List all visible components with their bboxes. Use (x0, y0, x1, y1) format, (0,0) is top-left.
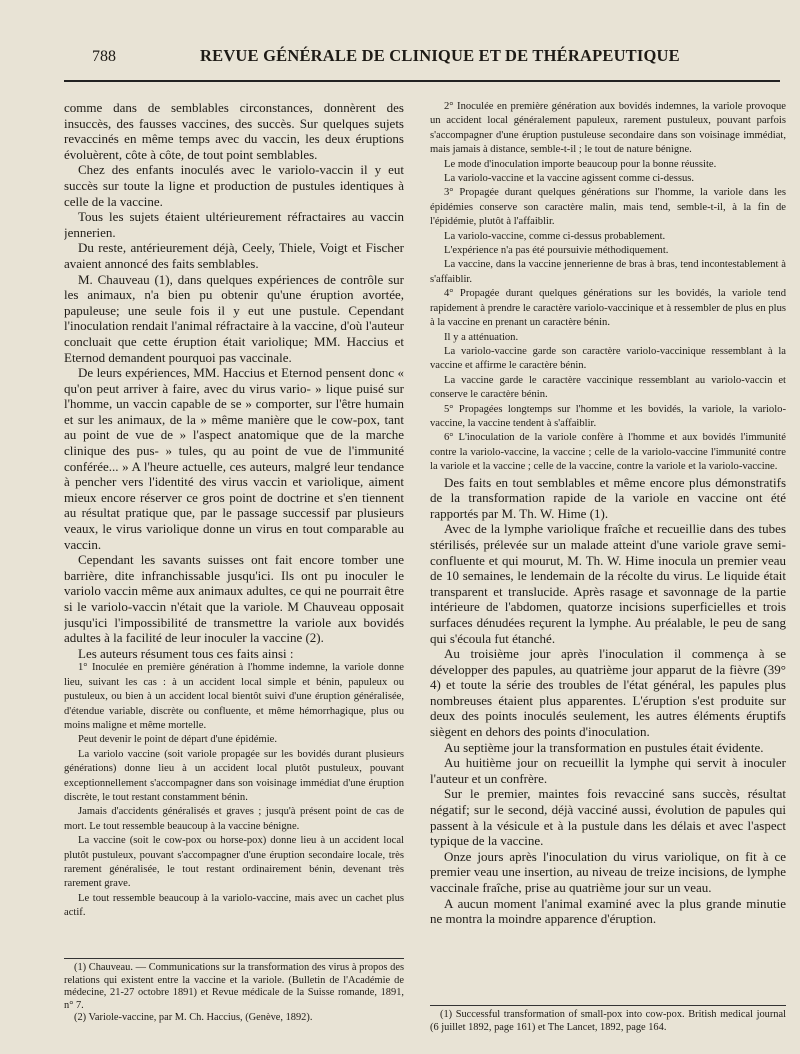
paragraph: Tous les sujets étaient ultérieurement réfractaires au vaccin jennerien. (64, 209, 404, 240)
summary-item: Il y a atténuation. (444, 331, 519, 343)
paragraph: Sur le premier, maintes fois revacciné sans succès, résultat négatif; sur le second, déjà vacciné aussi, évolution de papules qui passent à la vésicule et à la pustule dans les délais et avec l'aspect typique de la vaccine. (430, 786, 786, 849)
summary-item: Le mode d'inoculation importe beaucoup pour la bonne réussite. (444, 158, 717, 170)
summary-item: Peut devenir le point de départ d'une épidémie. (78, 734, 278, 746)
summary-item: La vaccine (soit le cow-pox ou horse-pox) donne lieu à un accident local plutôt pustuleux, pouvant s'accompagner d'une éruption secondaire locale, très rarement généralisée, le tout restant ordinairement bénin, devenant très rarement grave. (64, 835, 404, 890)
paragraph: Onze jours après l'inoculation du virus variolique, on fit à ce premier veau une insertion, au niveau de treize incisions, de lymphe vaccinale fraîche, prise au quatrième jour sur un veau. (430, 848, 786, 895)
footnote: (2) Variole-vaccine, par M. Ch. Haccius, (Genève, 1892). (74, 1012, 313, 1024)
running-header (92, 44, 782, 72)
summary-item: La vaccine, dans la vaccine jennerienne de bras à bras, tend incontestablement à s'affaiblir. (430, 259, 786, 285)
paragraph: Du reste, antérieurement déjà, Ceely, Thiele, Voigt et Fischer avaient annoncé des faits semblables. (64, 240, 404, 271)
paragraph: De leurs expériences, MM. Haccius et Eternod pensent donc « qu'on peut arriver à faire, avec du virus vario- » lique puisé sur l'homme, un vaccin capable de se » comporter, sur l'être humain et sur les animaux, de la » même manière que le cow-pox, tant au point de vue de » l'aspect anatomique que de la marche clinique des pus- » tules, qu au point de vue de l'immunité conférée... » A l'heure actuelle, ces auteurs, malgré leur tendance à pencher vers l'identité des virus vaccin et variolique, aiment mieux encore réserver ce gros point de doctrine et s'en tiennent au résultat pratique que, par le passage successif par plusieurs veaux, le virus variolique donne un virus en tout comparable au vaccin. (64, 365, 404, 552)
summary-item: 1° Inoculée en première génération à l'homme indemne, la variole donne lieu, suivant les cas : à un accident local simple et bénin, papuleux ou pustuleux, ou bien à un accident local bientôt suivi d'une éruption généralisée, d'étendue variable, discrète ou confluente, et même hémorrhagique, plus ou moins maligne et même mortelle. (64, 662, 404, 731)
paragraph: Chez des enfants inoculés avec le variolo-vaccin il y eut succès sur toute la ligne et production de pustules identiques à celle de la vaccine. (64, 162, 404, 209)
left-column (64, 100, 404, 1045)
summary-item: La variolo-vaccine garde son caractère variolo-vaccinique ressemblant à la vaccine et affirme le caractère bénin. (430, 345, 786, 372)
paragraph: comme dans de semblables circonstances, donnèrent des insuccès, des fausses vaccines, des succès. Sur quelques sujets revaccinés en même temps avec du vaccin, les deux éruptions évoluèrent, côte à côte, de tout point semblables. (64, 100, 404, 162)
summary-item: La variolo-vaccine, comme ci-dessus probablement. (444, 230, 666, 242)
summary-item: Le tout ressemble beaucoup à la variolo-vaccine, mais avec un cachet plus actif. (64, 892, 404, 919)
paragraph: Au septième jour la transformation en pustules était évidente. (444, 739, 764, 755)
summary-item: Jamais d'accidents généralisés et graves ; jusqu'à présent point de cas de mort. Le tout ressemble beaucoup à la vaccine bénigne. (64, 806, 404, 832)
footnote: (1) Successful transformation of small-pox into cow-pox. British medical journal (6 juillet 1892, page 161) et The Lancet, 1892, page 164. (430, 1009, 786, 1033)
paragraph: A aucun moment l'animal examiné avec la plus grande minutie ne montra la moindre apparence d'éruption. (430, 895, 786, 927)
running-title: REVUE GÉNÉRALE DE CLINIQUE ET DE THÉRAPEUTIQUE (200, 46, 680, 65)
paragraph: Cependant les savants suisses ont fait encore tomber une barrière, dite infranchissable jusqu'ici. Ils ont pu inoculer le variolo vaccin même aux animaux adultes, ce qui ne pourrait être si le variolo-vaccin n'était que la variole. M Chauveau opposait jusqu'ici l'impossibilité de transmettre la variole aux bovidés adultes à la facilité de leur inoculer la vaccine (2). (64, 552, 404, 646)
summary-item: La variolo-vaccine et la vaccine agissent comme ci-dessus. (444, 173, 695, 185)
paragraph: Les auteurs résument tous ces faits ainsi : (78, 645, 294, 661)
paragraph: Au huitième jour on recueillit la lymphe qui servit à inoculer l'auteur et un confrère. (430, 755, 786, 786)
paragraph: M. Chauveau (1), dans quelques expériences de contrôle sur les animaux, n'a bien pu obtenir qu'une éruption avortée, papuleuse; une seule fois il y eut une pustule. Cependant l'inoculation rendait l'animal réfractaire à la vaccine, d'où l'auteur concluait que cette éruption était variolique; MM. Haccius et Eternod demandent pourquoi pas vaccinale. (64, 271, 404, 365)
summary-item: 4° Propagée durant quelques générations sur les bovidés, la variole tend rapidement à prendre le caractère variolo-vaccinique et à ressembler de plus en plus à la vaccine en prenant un caractère bénin. (430, 288, 786, 329)
page-number: 788 (92, 48, 116, 65)
footnote-separator (430, 1005, 786, 1006)
footnote-separator (64, 958, 404, 959)
header-rule (64, 80, 780, 82)
summary-item: 5° Propagées longtemps sur l'homme et les bovidés, la variole, la variolo-vaccine, la vaccine tendent à s'affaiblir. (430, 403, 786, 429)
left-footnotes (64, 958, 404, 1025)
summary-item: L'expérience n'a pas été poursuivie méthodiquement. (444, 245, 669, 257)
paragraph: Au troisième jour après l'inoculation il commença à se développer des papules, au quatrième jour apparut de la fièvre (39° 4) et toute la série des troubles de l'état général, les papules plus nombreuses étaient plus apparentes. L'éruption s'est produite sur deux des points inoculés seulement, les autres éléments éruptifs siègent en dehors des points d'inoculation. (430, 646, 786, 740)
summary-item: 3° Propagée durant quelques générations sur l'homme, la variole dans les épidémies conserve son caractère malin, mais tend, semble-t-il, à la fin de l'épidémie, plutôt à l'affaiblir. (430, 187, 786, 228)
paragraph: Avec de la lymphe variolique fraîche et recueillie dans des tubes stérilisés, prélevée sur un malade atteint d'une variole grave semi-confluente et qui mourut, M. Th. W. Hime inocula un premier veau de 10 semaines, le lendemain de la récolte du virus. Le liquide était transparent et translucide. Après rasage et savonnage de la partie intérieure de l'abdomen, quatorze incisions superficielles et trois surfaces dénudées reçurent la lymphe. Au préalable, le peu de sang qui s'écoula fut étanché. (430, 521, 786, 646)
right-footnotes (430, 1005, 786, 1034)
summary-item: La variolo vaccine (soit variole propagée sur les bovidés durant plusieurs générations) donne lieu à un accident local plutôt pustuleux, pouvant exceptionnellement s'accompagner dans son voisinage immédiat d'une éruption discrète, le tout restant constamment bénin. (64, 748, 404, 804)
paragraph: Des faits en tout semblables et même encore plus démonstratifs de la transformation rapide de la variole en vaccine ont été rapportés par M. Th. W. Hime (1). (430, 474, 786, 521)
summary-item: 2° Inoculée en première génération aux bovidés indemnes, la variole provoque un accident local généralement papuleux, rarement pustuleux, pouvant parfois s'accompagner d'une éruption pustuleuse secondaire dans son voisinage immédiat, mais jamais à distance, semble-t-il ; le tout de nature bénigne. (430, 101, 786, 156)
footnote: (1) Chauveau. — Communications sur la transformation des virus à propos des relations qui existent entre la vaccine et la variole. (Bulletin de l'Académie de médecine, 21-27 octobre 1891) et Revue médicale de la Suisse romande, 1891, n° 7. (64, 962, 404, 1011)
right-column (430, 100, 786, 1045)
summary-item: 6° L'inoculation de la variole confère à l'homme et aux bovidés l'immunité contre la variolo-vaccine, la vaccine ; celle de la variolo-vaccine l'immunité contre la variole et la vaccine ; celle de la vaccine, contre la variole et la variolo-vaccine. (430, 432, 786, 473)
summary-item: La vaccine garde le caractère vaccinique ressemblant au variolo-vaccin et conserve le caractère bénin. (430, 374, 786, 401)
